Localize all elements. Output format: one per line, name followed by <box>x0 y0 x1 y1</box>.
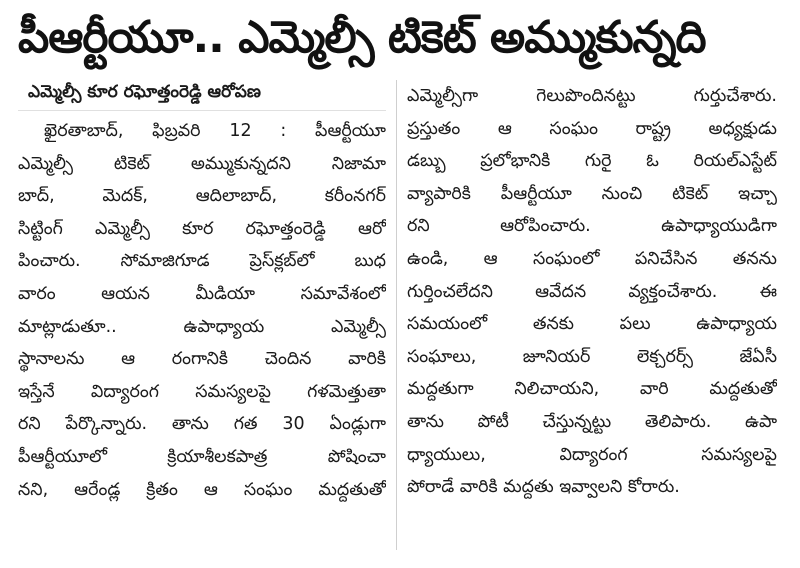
body-line: రని ఆరోపించారు. ఉపాధ్యాయుడిగా <box>407 216 777 237</box>
body-line: సమయంలో తనకు పలు ఉపాధ్యాయ <box>407 314 777 335</box>
body-line: డబ్బు ప్రలోభానికి గురై ఓ రియల్‌ఎస్టేట్ <box>407 151 777 172</box>
body-line: సంఘాలు, జూనియర్ లెక్చరర్స్ జేఏసీ <box>407 346 777 367</box>
body-line: వ్యాపారికి పీఆర్టీయూ నుంచి టికెట్ ఇచ్చా <box>407 183 777 204</box>
article-columns <box>18 80 788 550</box>
body-line: మద్దతుగా నిలిచాయని, వారి మద్దతుతో <box>407 379 777 400</box>
body-line: నని, ఆరేండ్ల క్రితం ఆ సంఘం మద్దతుతో <box>18 479 386 500</box>
body-line: ధ్యాయులు, విద్యారంగ సమస్యలపై <box>407 444 777 465</box>
left-column <box>18 80 396 550</box>
headline: పీఆర్టీయూ.. ఎమ్మెల్సీ టికెట్ అమ్ముకున్నది <box>18 12 706 63</box>
body-line: బాద్, మెదక్, ఆదిలాబాద్, కరీంనగర్ <box>18 186 386 207</box>
body-line: పీఆర్టీయూలో క్రియాశీలకపాత్ర పోషించా <box>18 446 386 467</box>
body-line: ఖైరతాబాద్, ఫిబ్రవరి 12 : పీఆర్టీయూ <box>44 121 386 141</box>
body-line: ఎమ్మెల్సీ టికెట్ అమ్ముకున్నదని నిజామా <box>18 153 386 174</box>
body-line: ఉండి, ఆ సంఘంలో పనిచేసిన తనను <box>407 248 777 269</box>
column-divider <box>396 80 397 550</box>
body-line: ఇస్తేనే విద్యారంగ సమస్యలపై గళమెత్తుతా <box>18 381 386 402</box>
body-line: వారం ఆయన మీడియా సమావేశంలో <box>18 283 386 304</box>
body-line: ఎమ్మెల్సీగా గెలుపొందినట్టు గుర్తుచేశారు. <box>407 86 777 106</box>
body-line: స్థానాలను ఆ రంగానికి చెందిన వారికి <box>18 349 386 370</box>
body-line: సిట్టింగ్ ఎమ్మెల్సీ కూర రఘోత్తంరెడ్డి ఆరో <box>18 218 386 239</box>
body-line: రని పేర్కొన్నారు. తాను గత 30 ఏండ్లుగా <box>18 414 386 435</box>
body-line: తాను పోటీ చేస్తున్నట్టు తెలిపారు. ఉపా <box>407 411 777 432</box>
body-line: పించారు. సోమాజిగూడ ప్రెస్‌క్లబ్‌లో బుధ <box>18 251 386 272</box>
right-column <box>407 80 777 550</box>
body-line: పోరాడే వారికి మద్దతు ఇవ్వాలని కోరారు. <box>407 477 680 498</box>
body-line: ప్రస్తుతం ఆ సంఘం రాష్ట్ర అధ్యక్షుడు <box>407 118 777 139</box>
body-line: మాట్లాడుతూ.. ఉపాధ్యాయ ఎమ్మెల్సీ <box>18 316 386 337</box>
subheadline: ఎమ్మెల్సీ కూర రఘోత్తంరెడ్డి ఆరోపణ <box>18 80 386 111</box>
body-line: గుర్తించలేదని ఆవేదన వ్యక్తంచేశారు. ఈ <box>407 281 777 302</box>
